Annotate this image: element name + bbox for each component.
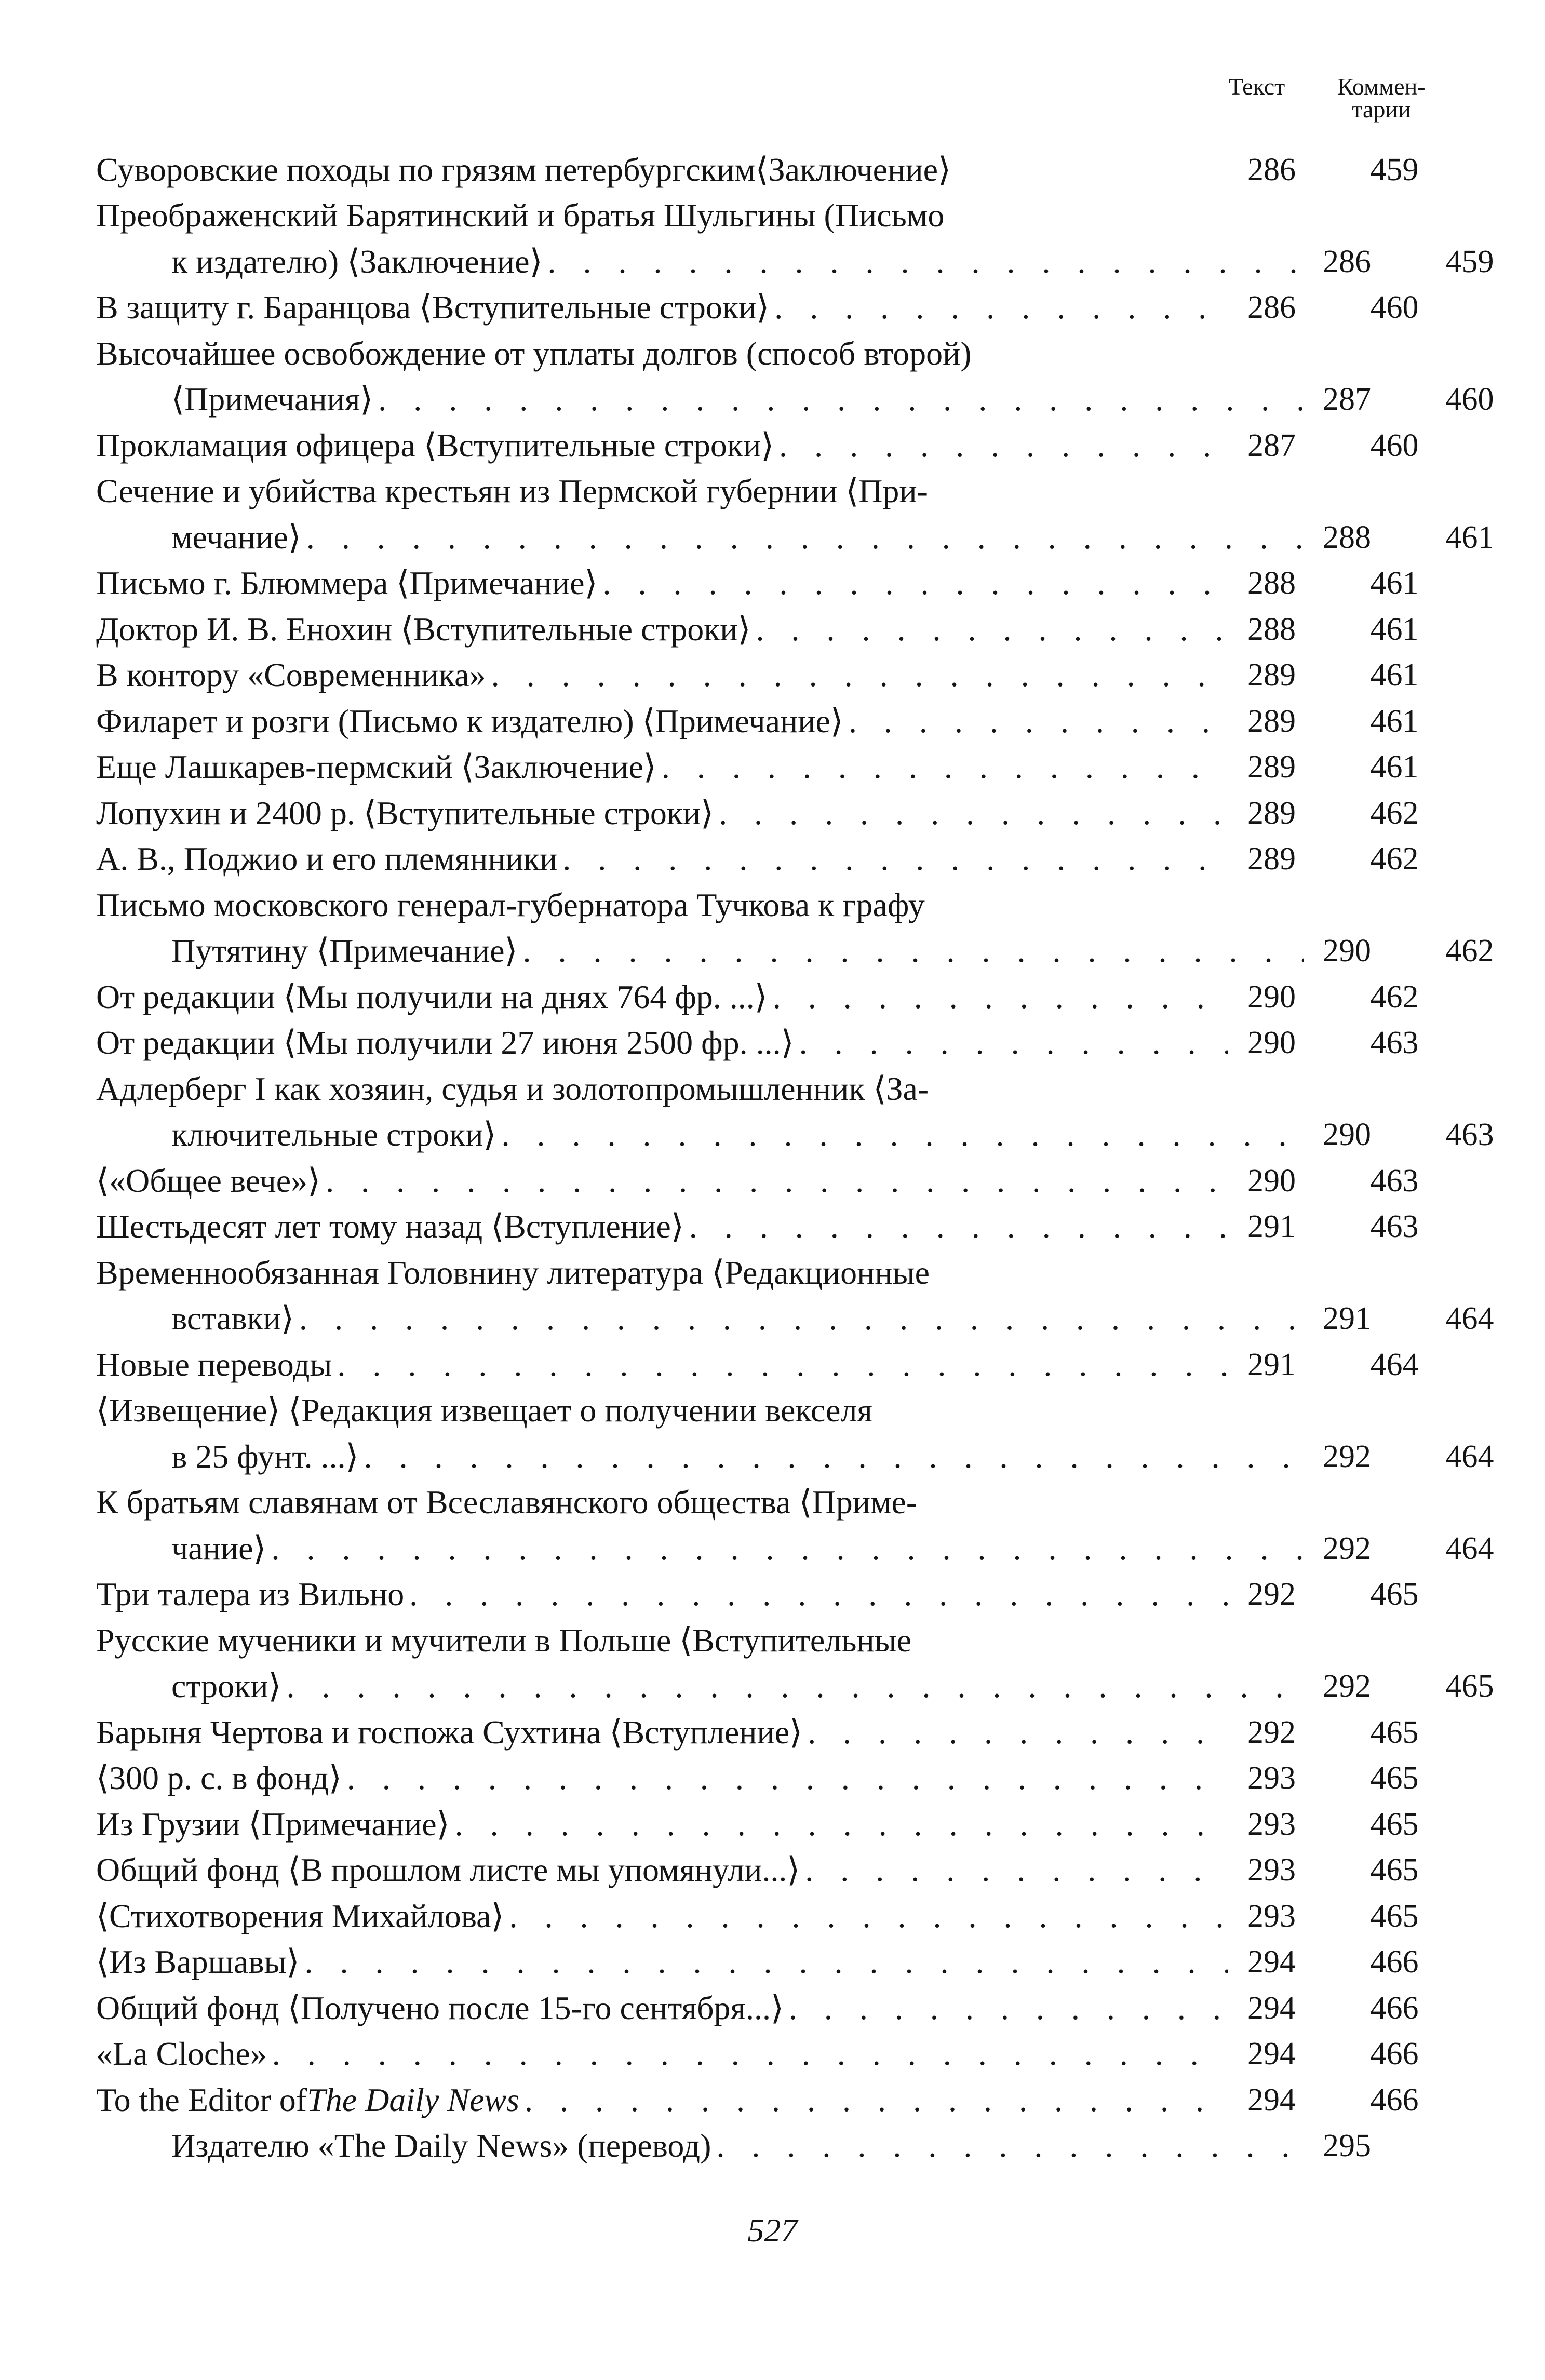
entry-text: Барыня Чертова и госпожа Сухтина ⟨Вступление⟩	[96, 1713, 803, 1751]
entry-title	[96, 1712, 1228, 1753]
entry-text: ⟨Примечания⟩	[171, 381, 373, 418]
text-page-number: 290	[1323, 933, 1371, 969]
table-of-contents	[96, 144, 1494, 2167]
commentary-page-number: 465	[1370, 1714, 1419, 1750]
entry-text: Шестьдесят лет тому назад ⟨Вступление⟩	[96, 1208, 684, 1245]
entry-title	[96, 1298, 1304, 1339]
toc-entry	[96, 420, 1462, 466]
text-page-number: 291	[1247, 1209, 1296, 1244]
commentary-page-number: 462	[1370, 795, 1419, 831]
text-page-number: 288	[1323, 519, 1371, 555]
dot-leader	[404, 1574, 1228, 1615]
toc-entry-line	[96, 1064, 1462, 1110]
toc-entry	[96, 558, 1462, 604]
entry-title	[96, 1022, 1228, 1064]
text-page-number: 293	[1247, 1806, 1296, 1842]
entry-title	[96, 654, 1228, 696]
toc-entry	[96, 604, 1462, 650]
dot-leader	[496, 1114, 1304, 1155]
text-page-number: 292	[1323, 1530, 1371, 1566]
commentary-page-number: 465	[1370, 1760, 1419, 1796]
toc-entry	[96, 1983, 1462, 2029]
entry-text: Издателю «The Daily News» (перевод)	[171, 2127, 711, 2164]
entry-text: «La Cloche»	[96, 2035, 267, 2072]
entry-text: строки⟩	[171, 1668, 281, 1704]
toc-entry-line	[96, 191, 1462, 237]
entry-text: Письмо московского генерал-губернатора Тучкова к графу	[96, 886, 925, 923]
entry-title	[96, 517, 1304, 558]
entry-text: От редакции ⟨Мы получили 27 июня 2500 фр. ...⟩	[96, 1024, 794, 1061]
entry-text: мечание⟩	[171, 518, 301, 556]
text-page-number: 287	[1247, 427, 1296, 463]
toc-entry	[96, 1202, 1462, 1248]
dot-leader	[768, 976, 1228, 1018]
dot-leader	[301, 517, 1304, 558]
dot-leader	[543, 241, 1304, 283]
toc-entry	[96, 1799, 1462, 1845]
entry-text: ⟨«Общее вече»⟩	[96, 1162, 321, 1199]
toc-entry	[96, 1339, 1462, 1386]
text-page-number: 288	[1247, 611, 1296, 647]
entry-title	[96, 195, 1228, 236]
text-page-number: 294	[1247, 2082, 1296, 2118]
entry-title	[96, 1390, 1228, 1431]
entry-text: Лопухин и 2400 р. ⟨Вступительные строки⟩	[96, 794, 714, 831]
entry-title	[96, 976, 1228, 1018]
commentary-page-number: 465	[1370, 1898, 1419, 1934]
commentary-page-number: 463	[1445, 1117, 1494, 1152]
commentary-page-number: 461	[1370, 657, 1419, 693]
toc-entry	[96, 742, 1462, 788]
dot-leader	[486, 654, 1228, 696]
entry-title	[96, 149, 1228, 191]
toc-entry-line	[96, 1386, 1462, 1432]
dot-leader	[320, 1160, 1228, 1202]
toc-entry	[96, 2029, 1462, 2075]
dot-leader	[517, 930, 1304, 972]
entry-title	[96, 1849, 1228, 1891]
commentary-page-number: 464	[1445, 1301, 1494, 1336]
text-page-number: 287	[1323, 382, 1371, 417]
text-page-number: 295	[1323, 2128, 1371, 2163]
text-page-number: 290	[1247, 1163, 1296, 1199]
entry-text: Высочайшее освобождение от уплаты долгов (способ второй)	[96, 334, 972, 372]
entry-text: Общий фонд ⟨В прошлом листе мы упомянули...⟩	[96, 1851, 800, 1888]
entry-text: Филарет и розги (Письмо к издателю) ⟨Примечание⟩	[96, 702, 843, 739]
entry-title	[96, 333, 1228, 374]
toc-entry	[96, 1431, 1494, 1477]
commentary-page-number: 459	[1445, 244, 1494, 279]
text-page-number: 290	[1247, 979, 1296, 1015]
toc-entry	[96, 1523, 1494, 1569]
toc-entry	[96, 374, 1494, 421]
text-page-number: 289	[1247, 657, 1296, 693]
dot-leader	[519, 2079, 1228, 2121]
entry-title	[96, 1987, 1228, 2029]
commentary-page-number: 463	[1370, 1209, 1419, 1244]
page-number: 527	[747, 2212, 798, 2249]
dot-leader	[450, 1804, 1228, 1845]
toc-entry	[96, 834, 1462, 880]
text-page-number: 288	[1247, 566, 1296, 601]
dot-leader	[557, 838, 1228, 880]
commentary-page-number: 463	[1370, 1163, 1419, 1199]
toc-entry	[96, 512, 1494, 558]
text-page-number: 294	[1247, 2036, 1296, 2072]
entry-text: ⟨Из Варшавы⟩	[96, 1943, 300, 1980]
toc-entry	[96, 650, 1462, 696]
toc-entry	[96, 1661, 1494, 1707]
commentary-page-number: 461	[1445, 519, 1494, 555]
dot-leader	[794, 1022, 1228, 1064]
entry-title	[96, 746, 1228, 788]
toc-entry	[96, 1891, 1462, 1937]
dot-leader	[656, 746, 1228, 788]
toc-entry	[96, 2121, 1462, 2167]
text-page-number: 290	[1323, 1117, 1371, 1152]
commentary-page-number: 461	[1370, 749, 1419, 785]
entry-text: Письмо г. Блюммера ⟨Примечание⟩	[96, 564, 598, 601]
entry-text: Адлерберг I как хозяин, судья и золотопромышленник ⟨За-	[96, 1070, 929, 1107]
text-page-number: 291	[1247, 1347, 1296, 1382]
entry-text: чание⟩	[171, 1529, 266, 1567]
toc-entry	[96, 1294, 1494, 1340]
entry-text: ключительные строки⟩	[171, 1116, 496, 1153]
commentary-page-number: 465	[1445, 1669, 1494, 1704]
toc-entry-line	[96, 1247, 1462, 1294]
entry-title	[96, 609, 1228, 650]
dot-leader	[774, 425, 1228, 466]
text-page-number: 292	[1247, 1577, 1296, 1612]
entry-text: В контору «Современника»	[96, 656, 486, 693]
entry-title	[96, 1482, 1228, 1523]
entry-text: ⟨Извещение⟩ ⟨Редакция извещает о получении векселя	[96, 1392, 872, 1429]
toc-entry	[96, 1753, 1462, 1799]
toc-entry	[96, 283, 1462, 329]
text-page-number: 291	[1323, 1301, 1371, 1336]
entry-title	[96, 379, 1304, 420]
commentary-page-number: 466	[1370, 1944, 1419, 1980]
entry-text: К братьям славянам от Всеславянского общества ⟨Приме-	[96, 1484, 918, 1521]
dot-leader	[294, 1298, 1304, 1339]
entry-title	[96, 1160, 1228, 1202]
entry-text: к издателю) ⟨Заключение⟩	[171, 243, 543, 280]
commentary-page-number: 462	[1370, 841, 1419, 877]
entry-title	[96, 1528, 1304, 1569]
entry-title	[96, 470, 1228, 512]
dot-leader	[802, 1712, 1228, 1753]
toc-entry	[96, 1937, 1462, 1983]
dot-leader	[504, 1895, 1229, 1937]
entry-title	[96, 1665, 1304, 1707]
entry-title	[96, 241, 1304, 283]
toc-entry-line	[96, 466, 1462, 513]
text-page-number: 289	[1247, 795, 1296, 831]
text-page-number: 293	[1247, 1898, 1296, 1934]
commentary-page-number: 464	[1445, 1438, 1494, 1474]
entry-text: Преображенский Барятинский и братья Шульгины (Письмо	[96, 197, 945, 234]
text-page-number: 294	[1247, 1990, 1296, 2026]
commentary-page-number: 461	[1370, 611, 1419, 647]
entry-text: А. В., Поджио и его племянники	[96, 840, 558, 877]
commentary-page-number: 460	[1370, 427, 1419, 463]
commentary-page-number: 459	[1370, 152, 1419, 187]
entry-title	[96, 1206, 1228, 1247]
entry-title	[96, 1252, 1228, 1294]
entry-text: Сечение и убийства крестьян из Пермской губернии ⟨При-	[96, 473, 928, 509]
entry-text: От редакции ⟨Мы получили на днях 764 фр. ...⟩	[96, 978, 768, 1015]
text-page-number: 289	[1247, 703, 1296, 739]
entry-title	[96, 1068, 1228, 1110]
commentary-page-number: 461	[1370, 566, 1419, 601]
toc-entry	[96, 144, 1462, 191]
entry-text: Путятину ⟨Примечание⟩	[171, 932, 518, 969]
commentary-page-number: 462	[1445, 933, 1494, 969]
toc-entry	[96, 2075, 1462, 2121]
text-page-number: 292	[1247, 1714, 1296, 1750]
commentary-page-number: 466	[1370, 1990, 1419, 2026]
toc-entry-line	[96, 1477, 1462, 1524]
toc-entry	[96, 926, 1494, 972]
entry-title	[96, 2033, 1228, 2075]
text-page-number: 294	[1247, 1944, 1296, 1980]
dot-leader	[684, 1206, 1228, 1247]
dot-leader	[281, 1665, 1304, 1707]
dot-leader	[843, 701, 1228, 742]
text-page-number: 289	[1247, 749, 1296, 785]
toc-entry	[96, 1155, 1462, 1202]
text-page-number: 293	[1247, 1760, 1296, 1796]
dot-leader	[332, 1344, 1228, 1386]
entry-text: ⟨Стихотворения Михайлова⟩	[96, 1897, 504, 1934]
toc-entry	[96, 1845, 1462, 1891]
entry-title	[96, 425, 1228, 466]
toc-entry-line	[96, 880, 1462, 926]
text-page-number: 292	[1323, 1669, 1371, 1704]
entry-text: Прокламация офицера ⟨Вступительные строки⟩	[96, 426, 774, 464]
toc-entry	[96, 236, 1494, 283]
toc-entry-line	[96, 1615, 1462, 1661]
entry-title	[96, 1620, 1228, 1661]
entry-title	[96, 287, 1228, 328]
entry-italic-text: The Daily News	[307, 2081, 519, 2118]
entry-title	[96, 930, 1304, 972]
dot-leader	[597, 562, 1228, 604]
entry-text: вставки⟩	[171, 1300, 294, 1337]
commentary-page-number: 465	[1370, 1806, 1419, 1842]
column-header-comments: Коммен- тарии	[1337, 73, 1426, 123]
entry-text: в 25 фунт. ...⟩	[171, 1437, 359, 1475]
entry-text: Еще Лашкарев-пермский ⟨Заключение⟩	[96, 748, 656, 785]
dot-leader	[769, 287, 1228, 328]
toc-entry	[96, 1110, 1494, 1156]
entry-text: Три талера из Вильно	[96, 1576, 405, 1612]
entry-text: Доктор И. В. Енохин ⟨Вступительные строки⟩	[96, 610, 751, 648]
entry-title	[96, 1114, 1304, 1155]
column-header-text: Текст	[1228, 73, 1285, 100]
entry-title	[96, 1436, 1304, 1477]
entry-title	[96, 2079, 1228, 2121]
commentary-page-number: 466	[1370, 2036, 1419, 2072]
commentary-page-number: 461	[1370, 703, 1419, 739]
entry-title	[96, 1895, 1228, 1937]
toc-entry	[96, 1018, 1462, 1064]
entry-text: Русские мученики и мучители в Польше ⟨Вступительные	[96, 1621, 912, 1659]
commentary-page-number: 465	[1370, 1577, 1419, 1612]
dot-leader	[751, 609, 1229, 650]
entry-title	[96, 1757, 1228, 1799]
dot-leader	[342, 1757, 1228, 1799]
entry-title	[96, 1344, 1228, 1386]
dot-leader	[711, 2125, 1304, 2167]
text-page-number: 286	[1247, 290, 1296, 325]
entry-title	[96, 838, 1228, 880]
entry-text: ⟨300 р. с. в фонд⟩	[96, 1759, 342, 1796]
dot-leader	[358, 1436, 1304, 1477]
commentary-page-number: 462	[1370, 979, 1419, 1015]
entry-title	[96, 884, 1228, 926]
text-page-number: 290	[1247, 1025, 1296, 1060]
toc-entry	[96, 788, 1462, 834]
commentary-page-number: 460	[1445, 382, 1494, 417]
text-page-number: 286	[1323, 244, 1371, 279]
dot-leader	[714, 792, 1228, 834]
entry-text: To the Editor of	[96, 2081, 307, 2118]
entry-title	[96, 2125, 1304, 2167]
entry-title	[96, 1941, 1228, 1983]
toc-entry	[96, 1707, 1462, 1753]
entry-text: Суворовские походы по грязям петербургским⟨Заключение⟩	[96, 151, 951, 188]
entry-text: Временнообязанная Головнину литература ⟨Редакционные	[96, 1254, 930, 1291]
commentary-page-number: 466	[1370, 2082, 1419, 2118]
entry-title	[96, 562, 1228, 604]
dot-leader	[266, 1528, 1304, 1569]
dot-leader	[800, 1849, 1228, 1891]
toc-entry-line	[96, 328, 1462, 374]
entry-title	[96, 792, 1228, 834]
dot-leader	[784, 1987, 1228, 2029]
entry-title	[96, 1574, 1228, 1615]
entry-text: Из Грузии ⟨Примечание⟩	[96, 1805, 450, 1843]
toc-entry	[96, 1569, 1462, 1616]
dot-leader	[267, 2033, 1228, 2075]
dot-leader	[373, 379, 1304, 420]
text-page-number: 286	[1247, 152, 1296, 187]
entry-text: Общий фонд ⟨Получено после 15-го сентября...⟩	[96, 1989, 784, 2026]
text-page-number: 289	[1247, 841, 1296, 877]
entry-text: Новые переводы	[96, 1346, 332, 1383]
text-page-number: 292	[1323, 1438, 1371, 1474]
commentary-page-number: 464	[1370, 1347, 1419, 1382]
entry-title	[96, 701, 1228, 742]
text-page-number: 293	[1247, 1852, 1296, 1888]
toc-entry	[96, 972, 1462, 1018]
entry-text: В защиту г. Баранцова ⟨Вступительные строки⟩	[96, 289, 770, 326]
commentary-page-number: 460	[1370, 290, 1419, 325]
dot-leader	[299, 1941, 1228, 1983]
commentary-page-number: 464	[1445, 1530, 1494, 1566]
toc-entry	[96, 696, 1462, 742]
commentary-page-number: 465	[1370, 1852, 1419, 1888]
entry-title	[96, 1804, 1228, 1845]
commentary-page-number: 463	[1370, 1025, 1419, 1060]
